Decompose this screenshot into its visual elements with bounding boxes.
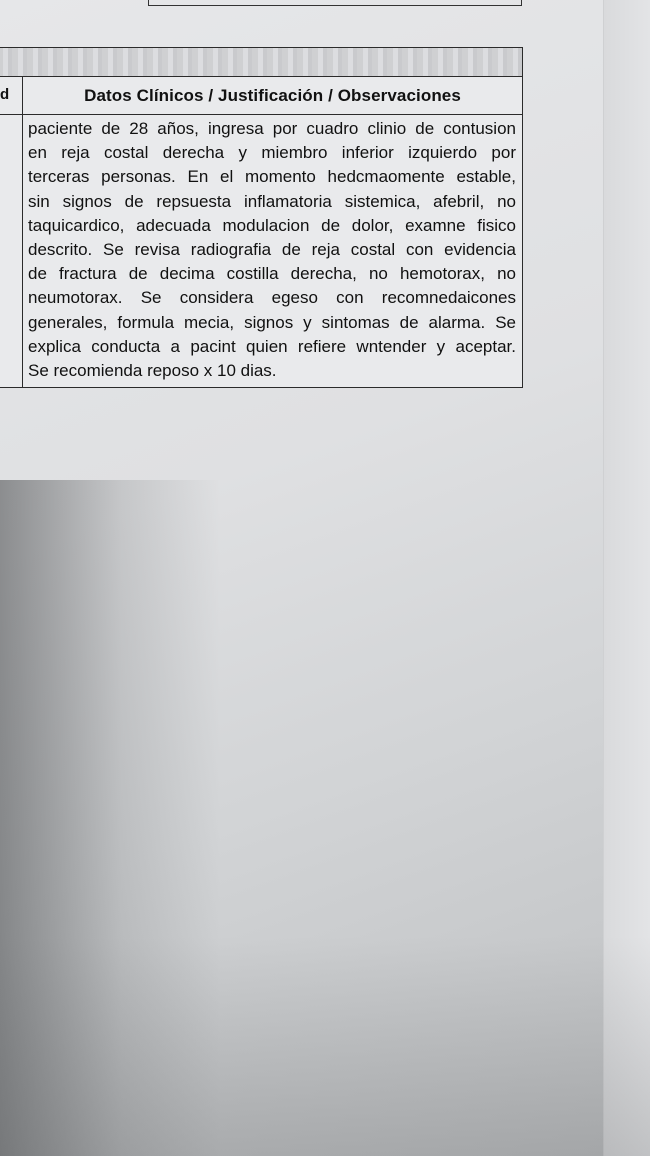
notes-line: explica conducta a pacint quien refiere wntender y aceptar.	[28, 336, 516, 356]
notes-line: neumotorax. Se considera egeso con recomnedaicones	[28, 288, 516, 308]
notes-line: paciente de 28 años, ingresa por cuadro clinio de contusion	[28, 119, 516, 138]
notes-line: taquicardico, adecuada modulacion de dolor, examne fisico	[28, 215, 516, 235]
clinical-notes-table	[0, 47, 523, 388]
notes-line: terceras personas. En el momento hedcmaomente estable,	[28, 167, 516, 187]
notes-line: de fractura de decima costilla derecha, no hemotorax, no	[28, 264, 516, 284]
top-form-box	[148, 0, 522, 6]
left-column-header: d	[0, 86, 10, 103]
notes-line: descrito. Se revisa radiografia de reja costal con evidencia	[28, 240, 516, 260]
notes-line: Se recomienda reposo x 10 dias.	[28, 361, 277, 381]
notes-line: generales, formula mecia, signos y sintomas de alarma. Se	[28, 312, 516, 332]
page-shadow-left	[0, 480, 220, 1156]
clinical-notes-text	[28, 117, 516, 383]
table-header-row	[0, 76, 522, 115]
column-header-title: Datos Clínicos / Justificación / Observaciones	[84, 86, 461, 105]
column-divider	[22, 76, 23, 387]
page-shadow-bottom	[0, 936, 650, 1156]
faded-header-strip	[0, 48, 522, 77]
notes-line: sin signos de repsuesta inflamatoria sistemica, afebril, no	[28, 191, 516, 211]
paper-edge	[603, 0, 650, 1156]
notes-line: en reja costal derecha y miembro inferior izquierdo por	[28, 143, 516, 163]
